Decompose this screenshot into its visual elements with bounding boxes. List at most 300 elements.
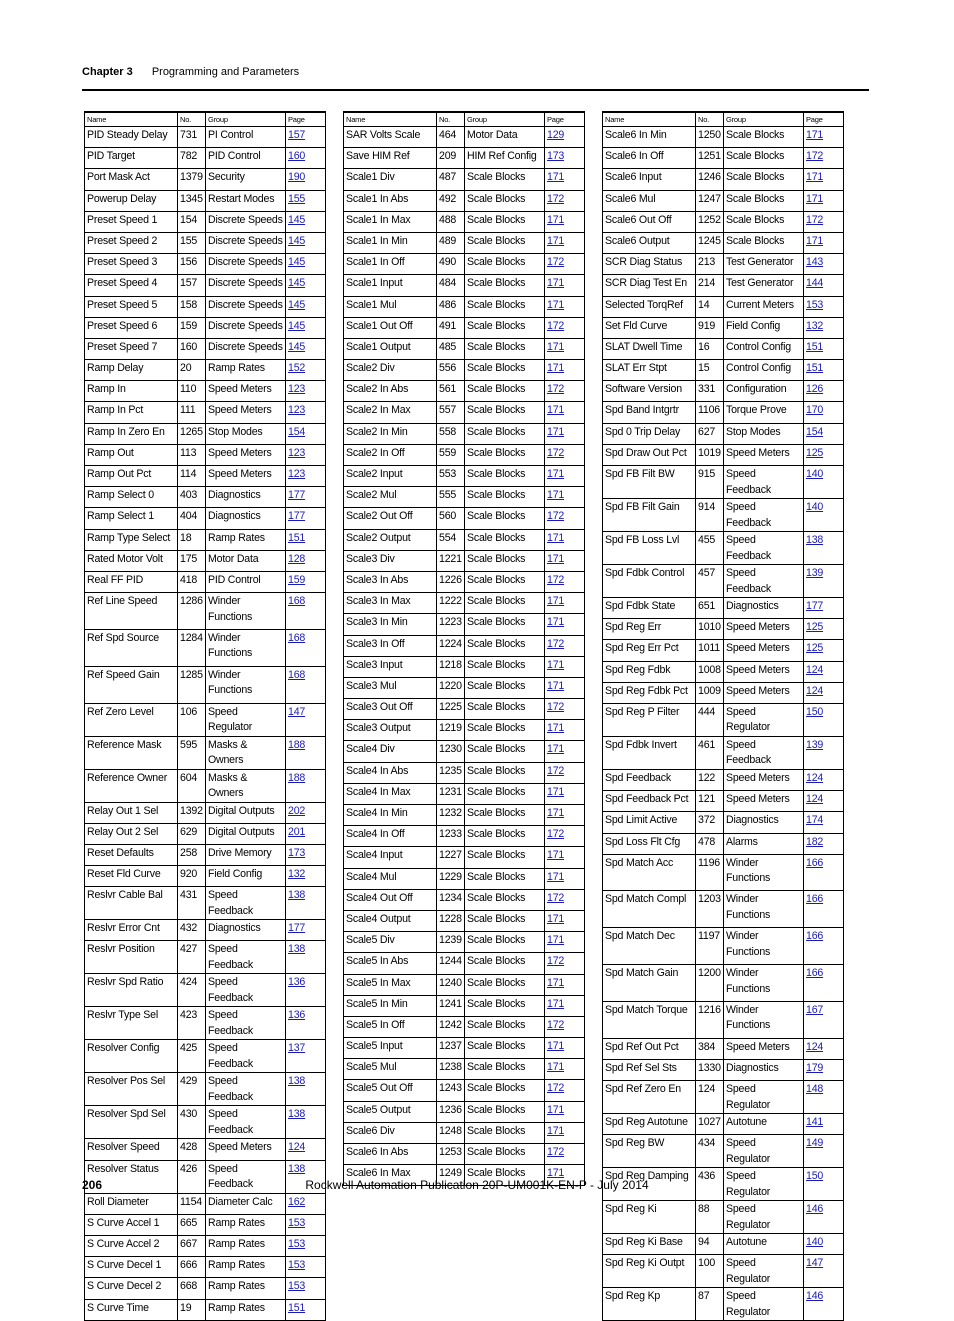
page-link-text[interactable]: 145: [288, 319, 306, 332]
page-link-text[interactable]: 125: [806, 621, 824, 634]
page-link-text[interactable]: 146: [806, 1290, 824, 1303]
page-link[interactable]: [545, 232, 585, 253]
page-link[interactable]: [545, 593, 585, 614]
page-link-text[interactable]: 171: [547, 934, 565, 947]
page-link[interactable]: [804, 928, 844, 965]
page-link-text[interactable]: 173: [547, 150, 565, 163]
page-link[interactable]: [545, 1038, 585, 1059]
page-link[interactable]: [804, 402, 844, 423]
page-link-text[interactable]: 171: [547, 807, 565, 819]
page-link[interactable]: [286, 571, 326, 592]
page-link-text[interactable]: 202: [288, 804, 306, 817]
page-link[interactable]: [286, 974, 326, 1007]
page-link[interactable]: [286, 920, 326, 941]
page-link[interactable]: [286, 148, 326, 169]
page-link-text[interactable]: 151: [806, 340, 824, 353]
parameter-group: Scale Blocks: [465, 550, 545, 571]
page-link-text[interactable]: 171: [806, 234, 824, 247]
page-link[interactable]: [545, 656, 585, 677]
page-link[interactable]: [545, 550, 585, 571]
page-link-text[interactable]: 171: [547, 234, 565, 247]
page-link-text[interactable]: 172: [547, 637, 565, 650]
page-link-text[interactable]: 160: [288, 150, 306, 163]
page-link-text[interactable]: 171: [547, 616, 565, 629]
page-link[interactable]: [545, 317, 585, 338]
page-link-text[interactable]: 166: [806, 893, 824, 906]
page-link-text[interactable]: 171: [547, 679, 565, 692]
page-link[interactable]: [545, 508, 585, 529]
page-link[interactable]: [286, 444, 326, 465]
page-link[interactable]: [286, 381, 326, 402]
page-link-text[interactable]: 171: [547, 976, 565, 989]
page-link-text[interactable]: 139: [806, 738, 824, 751]
page-link-text[interactable]: 151: [806, 362, 824, 375]
page-link[interactable]: [286, 275, 326, 296]
page-link[interactable]: [545, 635, 585, 656]
page-link-text[interactable]: 172: [806, 213, 824, 226]
page-link-text[interactable]: 147: [288, 705, 306, 718]
page-link-text[interactable]: 153: [288, 1238, 306, 1251]
page-link-text[interactable]: 170: [806, 404, 824, 417]
page-link[interactable]: [286, 211, 326, 232]
page-link[interactable]: [804, 769, 844, 790]
page-link[interactable]: [545, 571, 585, 592]
page-link[interactable]: [545, 296, 585, 317]
page-link[interactable]: [804, 619, 844, 640]
page-link-text[interactable]: 173: [288, 846, 306, 859]
page-link[interactable]: [286, 941, 326, 974]
page-link[interactable]: [286, 593, 326, 630]
page-link[interactable]: [286, 887, 326, 920]
page-link[interactable]: [804, 854, 844, 891]
page-link[interactable]: [804, 682, 844, 703]
page-link[interactable]: [545, 1059, 585, 1080]
page-link[interactable]: [804, 833, 844, 854]
page-link-text[interactable]: 124: [806, 1040, 824, 1053]
page-link[interactable]: [545, 190, 585, 211]
page-link-text[interactable]: 172: [547, 828, 565, 841]
page-link[interactable]: [545, 614, 585, 635]
table-row: [344, 868, 585, 889]
page-link-text[interactable]: 171: [547, 1124, 565, 1137]
page-link-text[interactable]: 157: [288, 129, 306, 141]
page-link[interactable]: [286, 529, 326, 550]
page-link[interactable]: [804, 423, 844, 444]
page-link[interactable]: [545, 889, 585, 910]
page-link[interactable]: [545, 910, 585, 931]
page-link-text[interactable]: 138: [806, 534, 824, 546]
page-link[interactable]: [545, 444, 585, 465]
page-link[interactable]: [286, 629, 326, 666]
page-link[interactable]: [545, 826, 585, 847]
page-link-text[interactable]: 172: [547, 1018, 565, 1031]
parameter-group: Speed Meters: [724, 682, 804, 703]
page-link-text[interactable]: 201: [288, 825, 306, 838]
page-link-text[interactable]: 124: [806, 771, 824, 784]
page-link-text[interactable]: 177: [806, 600, 824, 612]
page-link[interactable]: [545, 529, 585, 550]
page-link-text[interactable]: 171: [547, 658, 565, 671]
page-link-text[interactable]: 171: [547, 362, 565, 375]
parameter-group: Speed Feedback: [206, 941, 286, 974]
page-link[interactable]: [286, 360, 326, 381]
page-link-text[interactable]: 172: [547, 764, 565, 777]
page-link[interactable]: [545, 1080, 585, 1101]
page-link-text[interactable]: 177: [288, 489, 306, 502]
page-link-text[interactable]: 145: [288, 213, 306, 226]
page-link[interactable]: [804, 791, 844, 812]
page-link[interactable]: [286, 1278, 326, 1299]
page-link[interactable]: [804, 466, 844, 499]
page-link-text[interactable]: 155: [288, 192, 306, 205]
page-link-text[interactable]: 168: [288, 668, 306, 681]
page-link-text[interactable]: 167: [806, 1003, 824, 1016]
page-link[interactable]: [804, 1135, 844, 1168]
page-link-text[interactable]: 153: [288, 1280, 306, 1293]
parameter-group: Speed Meters: [724, 791, 804, 812]
page-link-text[interactable]: 145: [288, 256, 306, 269]
page-link-text[interactable]: 172: [547, 319, 565, 332]
page-link-text[interactable]: 174: [806, 814, 824, 827]
parameter-group: Field Config: [724, 317, 804, 338]
column-header-name: Name: [603, 112, 696, 127]
page-link[interactable]: [804, 338, 844, 359]
page-link[interactable]: [804, 499, 844, 532]
page-link[interactable]: [286, 1073, 326, 1106]
page-link[interactable]: [804, 1038, 844, 1059]
page-link[interactable]: [804, 812, 844, 833]
page-link-text[interactable]: 140: [806, 468, 824, 480]
page-link-text[interactable]: 171: [547, 849, 565, 862]
page-link[interactable]: [286, 466, 326, 487]
page-link-text[interactable]: 139: [806, 567, 824, 579]
page-link[interactable]: [286, 254, 326, 275]
page-link[interactable]: [286, 296, 326, 317]
page-link[interactable]: [545, 677, 585, 698]
page-link[interactable]: [545, 868, 585, 889]
page-link[interactable]: [286, 1257, 326, 1278]
page-link-text[interactable]: 145: [288, 340, 306, 353]
page-link-text[interactable]: 138: [288, 1075, 306, 1088]
page-link[interactable]: [286, 127, 326, 148]
page-link[interactable]: [286, 402, 326, 423]
page-link[interactable]: [545, 381, 585, 402]
page-link[interactable]: [286, 1236, 326, 1257]
page-link[interactable]: [545, 1122, 585, 1143]
page-link[interactable]: [804, 232, 844, 253]
page-link[interactable]: [804, 211, 844, 232]
page-link-text[interactable]: 141: [806, 1116, 824, 1129]
page-link-text[interactable]: 179: [806, 1061, 824, 1074]
page-link[interactable]: [286, 1299, 326, 1320]
page-link-text[interactable]: 129: [547, 129, 565, 141]
page-link[interactable]: [545, 1144, 585, 1165]
page-link-text[interactable]: 125: [806, 446, 824, 459]
page-link[interactable]: [286, 550, 326, 571]
page-link[interactable]: [545, 402, 585, 423]
page-link[interactable]: [545, 932, 585, 953]
page-link-text[interactable]: 171: [547, 997, 565, 1010]
page-link-text[interactable]: 171: [547, 340, 565, 353]
page-link-text[interactable]: 150: [806, 1170, 824, 1183]
page-link[interactable]: [804, 736, 844, 769]
page-link-text[interactable]: 138: [288, 889, 306, 902]
page-link-text[interactable]: 172: [547, 510, 565, 523]
page-link[interactable]: [804, 1059, 844, 1080]
page-link-text[interactable]: 172: [547, 701, 565, 714]
page-link-text[interactable]: 132: [806, 319, 824, 332]
page-link[interactable]: [286, 769, 326, 802]
page-link-text[interactable]: 145: [288, 298, 306, 311]
page-link-text[interactable]: 132: [288, 868, 306, 881]
page-link-text[interactable]: 162: [288, 1195, 306, 1208]
page-link-text[interactable]: 177: [288, 922, 306, 935]
page-link[interactable]: [286, 1193, 326, 1214]
page-link-text[interactable]: 172: [547, 192, 565, 205]
page-link-text[interactable]: 171: [806, 171, 824, 184]
page-link-text[interactable]: 123: [288, 404, 306, 417]
page-link-text[interactable]: 145: [288, 277, 306, 290]
page-link-text[interactable]: 171: [547, 298, 565, 311]
page-link[interactable]: [545, 211, 585, 232]
page-link[interactable]: [804, 1255, 844, 1288]
page-link[interactable]: [286, 736, 326, 769]
page-link-text[interactable]: 153: [288, 1216, 306, 1229]
page-link-text[interactable]: 140: [806, 1236, 824, 1249]
page-link-text[interactable]: 138: [288, 1108, 306, 1121]
page-link[interactable]: [286, 666, 326, 703]
page-link[interactable]: [804, 296, 844, 317]
page-link[interactable]: [804, 360, 844, 381]
page-link[interactable]: [545, 974, 585, 995]
page-link-text[interactable]: 171: [547, 1103, 565, 1116]
page-link[interactable]: [804, 1081, 844, 1114]
page-link-text[interactable]: 123: [288, 468, 306, 480]
page-link[interactable]: [804, 275, 844, 296]
page-link[interactable]: [286, 1106, 326, 1139]
page-link[interactable]: [804, 1201, 844, 1234]
page-link[interactable]: [545, 783, 585, 804]
page-link-text[interactable]: 124: [288, 1141, 306, 1154]
page-link-text[interactable]: 140: [806, 501, 824, 513]
page-link[interactable]: [545, 169, 585, 190]
page-link[interactable]: [286, 1040, 326, 1073]
page-link-text[interactable]: 148: [806, 1083, 824, 1096]
page-link-text[interactable]: 172: [547, 955, 565, 968]
page-link-text[interactable]: 171: [806, 192, 824, 205]
page-link[interactable]: [804, 565, 844, 598]
page-link[interactable]: [545, 720, 585, 741]
page-link-text[interactable]: 166: [806, 856, 824, 869]
page-link-text[interactable]: 172: [806, 150, 824, 163]
page-link[interactable]: [804, 661, 844, 682]
page-link-text[interactable]: 124: [806, 663, 824, 676]
page-link[interactable]: [545, 1101, 585, 1122]
page-link[interactable]: [286, 423, 326, 444]
page-link-text[interactable]: 147: [806, 1257, 824, 1270]
page-link-text[interactable]: 123: [288, 446, 306, 459]
page-link-text[interactable]: 171: [547, 912, 565, 925]
table-row: [344, 995, 585, 1016]
page-link[interactable]: [545, 953, 585, 974]
table-row: [85, 974, 326, 1007]
page-link-text[interactable]: 171: [547, 595, 565, 608]
page-link-text[interactable]: 171: [547, 743, 565, 756]
page-link[interactable]: [804, 1114, 844, 1135]
page-link-text[interactable]: 136: [288, 1009, 306, 1022]
page-link[interactable]: [804, 444, 844, 465]
page-link[interactable]: [804, 703, 844, 736]
parameter-name: Spd Ref Sel Sts: [603, 1059, 696, 1080]
page-link[interactable]: [804, 965, 844, 1002]
page-link-text[interactable]: 177: [288, 510, 306, 523]
page-link-text[interactable]: 136: [288, 976, 306, 989]
page-link[interactable]: [286, 1139, 326, 1160]
page-link-text[interactable]: 144: [806, 277, 824, 290]
page-link[interactable]: [286, 169, 326, 190]
page-link[interactable]: [804, 532, 844, 565]
page-link[interactable]: [286, 487, 326, 508]
page-link[interactable]: [804, 381, 844, 402]
page-link-text[interactable]: 171: [547, 1061, 565, 1074]
page-link[interactable]: [286, 866, 326, 887]
page-link-text[interactable]: 137: [288, 1042, 306, 1055]
page-link-text[interactable]: 166: [806, 967, 824, 980]
page-link-text[interactable]: 172: [547, 256, 565, 269]
page-link[interactable]: [804, 127, 844, 148]
page-link[interactable]: [545, 254, 585, 275]
page-link-text[interactable]: 171: [547, 404, 565, 417]
page-link-text[interactable]: 124: [806, 793, 824, 806]
page-link-text[interactable]: 123: [288, 383, 306, 396]
parameter-name: Scale5 Input: [344, 1038, 437, 1059]
page-link-text[interactable]: 138: [288, 943, 306, 956]
page-link[interactable]: [804, 1288, 844, 1321]
page-link-text[interactable]: 172: [547, 1082, 565, 1095]
page-link[interactable]: [545, 805, 585, 826]
page-link[interactable]: [545, 127, 585, 148]
page-link[interactable]: [545, 762, 585, 783]
page-link-text[interactable]: 128: [288, 552, 306, 565]
page-link[interactable]: [804, 891, 844, 928]
page-link-text[interactable]: 145: [288, 234, 306, 247]
page-link-text[interactable]: 188: [288, 738, 306, 751]
page-link-text[interactable]: 171: [547, 722, 565, 735]
page-link-text[interactable]: 190: [288, 171, 306, 184]
page-link-text[interactable]: 171: [547, 277, 565, 290]
page-link-text[interactable]: 172: [547, 1146, 565, 1158]
page-link-text[interactable]: 154: [288, 425, 306, 438]
page-link-text[interactable]: 182: [806, 835, 824, 848]
page-link[interactable]: [545, 741, 585, 762]
page-link-text[interactable]: 125: [806, 642, 824, 655]
page-link[interactable]: [545, 847, 585, 868]
page-link[interactable]: [286, 802, 326, 823]
table-row: [603, 833, 844, 854]
page-link[interactable]: [804, 148, 844, 169]
page-link-text[interactable]: 151: [288, 1301, 306, 1314]
page-link-text[interactable]: 172: [547, 891, 565, 904]
page-link[interactable]: [286, 317, 326, 338]
page-link-text[interactable]: 172: [547, 383, 565, 396]
page-link-text[interactable]: 171: [547, 1167, 565, 1180]
page-link[interactable]: [545, 699, 585, 720]
page-link[interactable]: [804, 317, 844, 338]
page-link-text[interactable]: 124: [806, 684, 824, 697]
page-link[interactable]: [286, 232, 326, 253]
page-link[interactable]: [804, 254, 844, 275]
page-link[interactable]: [804, 169, 844, 190]
page-link[interactable]: [545, 275, 585, 296]
page-link-text[interactable]: 150: [806, 705, 824, 718]
page-link[interactable]: [804, 1001, 844, 1038]
page-link-text[interactable]: 151: [288, 531, 306, 544]
page-link[interactable]: [804, 1234, 844, 1255]
page-link-text[interactable]: 154: [806, 425, 824, 438]
page-link[interactable]: [545, 466, 585, 487]
page-link-text[interactable]: 171: [547, 489, 565, 502]
parameter-group: Masks & Owners: [206, 769, 286, 802]
page-link-text[interactable]: 126: [806, 383, 824, 396]
page-link[interactable]: [286, 1007, 326, 1040]
page-link[interactable]: [286, 844, 326, 865]
page-link-text[interactable]: 168: [288, 631, 306, 644]
page-link[interactable]: [545, 487, 585, 508]
page-link-text[interactable]: 138: [288, 1162, 306, 1175]
page-link-text[interactable]: 171: [547, 425, 565, 438]
page-link-text[interactable]: 159: [288, 573, 306, 586]
page-link[interactable]: [804, 640, 844, 661]
page-link[interactable]: [286, 823, 326, 844]
page-link-text[interactable]: 172: [547, 573, 565, 586]
page-link-text[interactable]: 171: [547, 870, 565, 883]
page-link-text[interactable]: 171: [547, 171, 565, 184]
page-link[interactable]: [286, 703, 326, 736]
page-link-text[interactable]: 146: [806, 1203, 824, 1216]
page-link-text[interactable]: 143: [806, 256, 824, 269]
page-link-text[interactable]: 152: [288, 362, 306, 375]
page-link-text[interactable]: 171: [547, 531, 565, 544]
page-link-text[interactable]: 166: [806, 930, 824, 943]
page-link-text[interactable]: 153: [806, 298, 824, 311]
page-link-text[interactable]: 172: [547, 446, 565, 459]
page-link-text[interactable]: 171: [547, 785, 565, 798]
page-link[interactable]: [545, 148, 585, 169]
page-link[interactable]: [286, 338, 326, 359]
page-link[interactable]: [545, 423, 585, 444]
page-link[interactable]: [286, 508, 326, 529]
page-link[interactable]: [545, 360, 585, 381]
page-link-text[interactable]: 153: [288, 1259, 306, 1272]
page-link[interactable]: [545, 995, 585, 1016]
page-link-text[interactable]: 168: [288, 595, 306, 608]
page-link[interactable]: [545, 338, 585, 359]
parameter-group: Scale Blocks: [465, 593, 545, 614]
page-link-text[interactable]: 171: [547, 213, 565, 226]
table-row: [85, 169, 326, 190]
page-link[interactable]: [804, 598, 844, 619]
page-link-text[interactable]: 171: [806, 129, 824, 141]
page-link-text[interactable]: 171: [547, 1040, 565, 1053]
page-link-text[interactable]: 171: [547, 468, 565, 480]
page-link[interactable]: [545, 1016, 585, 1037]
page-link[interactable]: [286, 1214, 326, 1235]
page-link-text[interactable]: 171: [547, 552, 565, 565]
page-link[interactable]: [286, 190, 326, 211]
page-link-text[interactable]: 149: [806, 1137, 824, 1150]
page-link[interactable]: [804, 190, 844, 211]
page-link-text[interactable]: 188: [288, 771, 306, 784]
